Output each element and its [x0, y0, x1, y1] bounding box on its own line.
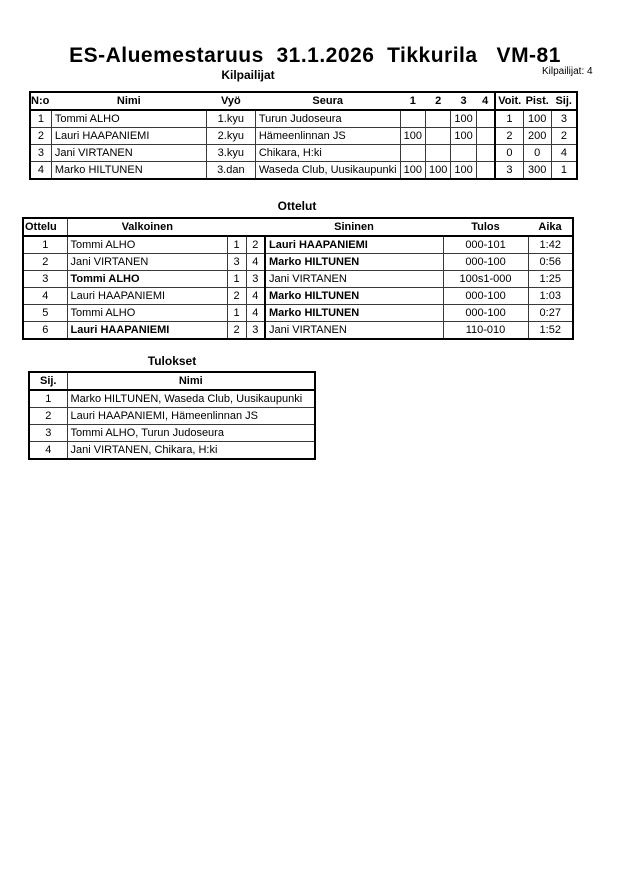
- cell-no: 2: [30, 128, 51, 145]
- cell-score-4: [476, 162, 495, 180]
- col-header-nimi: Nimi: [67, 372, 315, 390]
- cell-blue-name: Lauri HAAPANIEMI: [265, 236, 443, 254]
- cell-match-no: 6: [23, 322, 67, 340]
- table-row: [23, 271, 573, 288]
- cell-aika: 1:42: [528, 236, 573, 254]
- cell-nimi: Tommi ALHO: [51, 110, 206, 128]
- col-header-numbers: [227, 218, 265, 236]
- page-title: ES-Aluemestaruus 31.1.2026 Tikkurila VM-81: [69, 44, 561, 67]
- cell-blue-name: Jani VIRTANEN: [265, 271, 443, 288]
- col-header-voit: Voit.: [495, 92, 523, 110]
- cell-vyo: 3.kyu: [206, 145, 255, 162]
- table-row: [23, 305, 573, 322]
- cell-white-name: Jani VIRTANEN: [67, 254, 227, 271]
- cell-match-no: 4: [23, 288, 67, 305]
- cell-white-no: 2: [227, 322, 246, 340]
- table-row: [30, 162, 577, 180]
- cell-seura: Waseda Club, Uusikaupunki: [255, 162, 400, 180]
- cell-voit: 2: [495, 128, 523, 145]
- table-row: [29, 425, 315, 442]
- cell-blue-no: 4: [246, 254, 265, 271]
- col-header-ottelu: Ottelu: [23, 218, 67, 236]
- cell-nimi: Jani VIRTANEN: [51, 145, 206, 162]
- cell-voit: 0: [495, 145, 523, 162]
- cell-aika: 1:25: [528, 271, 573, 288]
- col-header-pist: Pist.: [523, 92, 551, 110]
- cell-tulos: 000-100: [443, 305, 528, 322]
- tulokset-table: [28, 371, 316, 460]
- ottelut-header-row: [23, 218, 573, 236]
- table-row: [23, 236, 573, 254]
- table-row: [30, 128, 577, 145]
- cell-blue-name: Marko HILTUNEN: [265, 254, 443, 271]
- table-row: [23, 322, 573, 340]
- cell-sij: 2: [551, 128, 577, 145]
- cell-match-no: 5: [23, 305, 67, 322]
- cell-score-1: [400, 110, 425, 128]
- cell-score-3: 100: [451, 128, 476, 145]
- col-header-3: 3: [451, 92, 476, 110]
- cell-nimi: Lauri HAAPANIEMI: [51, 128, 206, 145]
- col-header-2: 2: [425, 92, 450, 110]
- col-header-no: N:o: [30, 92, 51, 110]
- col-header-seura: Seura: [255, 92, 400, 110]
- cell-seura: Chikara, H:ki: [255, 145, 400, 162]
- cell-sij: 4: [29, 442, 67, 460]
- col-header-4: 4: [476, 92, 495, 110]
- cell-white-no: 1: [227, 305, 246, 322]
- kilpailijat-heading: Kilpailijat: [221, 68, 275, 82]
- col-header-valkoinen: Valkoinen: [67, 218, 227, 236]
- cell-vyo: 1.kyu: [206, 110, 255, 128]
- cell-blue-name: Marko HILTUNEN: [265, 305, 443, 322]
- cell-pist: 100: [523, 110, 551, 128]
- table-row: [29, 442, 315, 460]
- cell-no: 3: [30, 145, 51, 162]
- cell-score-4: [476, 145, 495, 162]
- cell-score-1: 100: [400, 128, 425, 145]
- cell-score-1: 100: [400, 162, 425, 180]
- cell-nimi: Jani VIRTANEN, Chikara, H:ki: [67, 442, 315, 460]
- tulokset-heading: Tulokset: [147, 354, 197, 368]
- cell-sij: 1: [551, 162, 577, 180]
- cell-score-2: [425, 128, 450, 145]
- col-header-vyo: Vyö: [206, 92, 255, 110]
- cell-blue-no: 2: [246, 236, 265, 254]
- col-header-sij: Sij.: [551, 92, 577, 110]
- cell-blue-no: 4: [246, 305, 265, 322]
- cell-nimi: Lauri HAAPANIEMI, Hämeenlinnan JS: [67, 408, 315, 425]
- cell-white-name: Tommi ALHO: [67, 271, 227, 288]
- kilpailijat-header-row: [30, 92, 577, 110]
- cell-tulos: 110-010: [443, 322, 528, 340]
- cell-tulos: 000-100: [443, 254, 528, 271]
- col-header-nimi: Nimi: [51, 92, 206, 110]
- col-header-sij: Sij.: [29, 372, 67, 390]
- cell-blue-name: Jani VIRTANEN: [265, 322, 443, 340]
- cell-voit: 3: [495, 162, 523, 180]
- cell-sij: 3: [29, 425, 67, 442]
- cell-sij: 3: [551, 110, 577, 128]
- ottelut-heading: Ottelut: [277, 199, 317, 213]
- cell-sij: 2: [29, 408, 67, 425]
- cell-tulos: 000-100: [443, 288, 528, 305]
- cell-match-no: 3: [23, 271, 67, 288]
- cell-aika: 1:52: [528, 322, 573, 340]
- cell-tulos: 000-101: [443, 236, 528, 254]
- cell-white-no: 2: [227, 288, 246, 305]
- cell-aika: 0:56: [528, 254, 573, 271]
- cell-score-2: [425, 145, 450, 162]
- cell-white-no: 3: [227, 254, 246, 271]
- cell-seura: Turun Judoseura: [255, 110, 400, 128]
- cell-no: 4: [30, 162, 51, 180]
- cell-score-1: [400, 145, 425, 162]
- ottelut-table: [22, 217, 574, 340]
- cell-white-name: Tommi ALHO: [67, 236, 227, 254]
- table-row: [29, 390, 315, 408]
- cell-score-3: [451, 145, 476, 162]
- cell-pist: 0: [523, 145, 551, 162]
- kilpailijat-table: [29, 91, 578, 180]
- table-row: [23, 254, 573, 271]
- cell-aika: 1:03: [528, 288, 573, 305]
- col-header-aika: Aika: [528, 218, 573, 236]
- cell-no: 1: [30, 110, 51, 128]
- cell-white-name: Lauri HAAPANIEMI: [67, 322, 227, 340]
- cell-vyo: 3.dan: [206, 162, 255, 180]
- cell-nimi: Marko HILTUNEN, Waseda Club, Uusikaupunki: [67, 390, 315, 408]
- cell-blue-no: 4: [246, 288, 265, 305]
- cell-white-name: Tommi ALHO: [67, 305, 227, 322]
- cell-score-4: [476, 110, 495, 128]
- cell-voit: 1: [495, 110, 523, 128]
- cell-score-3: 100: [451, 110, 476, 128]
- cell-pist: 300: [523, 162, 551, 180]
- cell-white-no: 1: [227, 271, 246, 288]
- cell-blue-no: 3: [246, 322, 265, 340]
- cell-score-2: 100: [425, 162, 450, 180]
- cell-tulos: 100s1-000: [443, 271, 528, 288]
- cell-sij: 1: [29, 390, 67, 408]
- table-row: [23, 288, 573, 305]
- cell-white-name: Lauri HAAPANIEMI: [67, 288, 227, 305]
- cell-vyo: 2.kyu: [206, 128, 255, 145]
- cell-nimi: Marko HILTUNEN: [51, 162, 206, 180]
- cell-aika: 0:27: [528, 305, 573, 322]
- cell-pist: 200: [523, 128, 551, 145]
- cell-match-no: 2: [23, 254, 67, 271]
- competitors-count: Kilpailijat: 4: [542, 66, 593, 77]
- cell-match-no: 1: [23, 236, 67, 254]
- cell-white-no: 1: [227, 236, 246, 254]
- table-row: [30, 110, 577, 128]
- cell-score-4: [476, 128, 495, 145]
- cell-blue-no: 3: [246, 271, 265, 288]
- cell-nimi: Tommi ALHO, Turun Judoseura: [67, 425, 315, 442]
- tulokset-header-row: [29, 372, 315, 390]
- cell-score-2: [425, 110, 450, 128]
- col-header-tulos: Tulos: [443, 218, 528, 236]
- cell-blue-name: Marko HILTUNEN: [265, 288, 443, 305]
- cell-score-3: 100: [451, 162, 476, 180]
- cell-sij: 4: [551, 145, 577, 162]
- col-header-1: 1: [400, 92, 425, 110]
- cell-seura: Hämeenlinnan JS: [255, 128, 400, 145]
- col-header-sininen: Sininen: [265, 218, 443, 236]
- table-row: [30, 145, 577, 162]
- table-row: [29, 408, 315, 425]
